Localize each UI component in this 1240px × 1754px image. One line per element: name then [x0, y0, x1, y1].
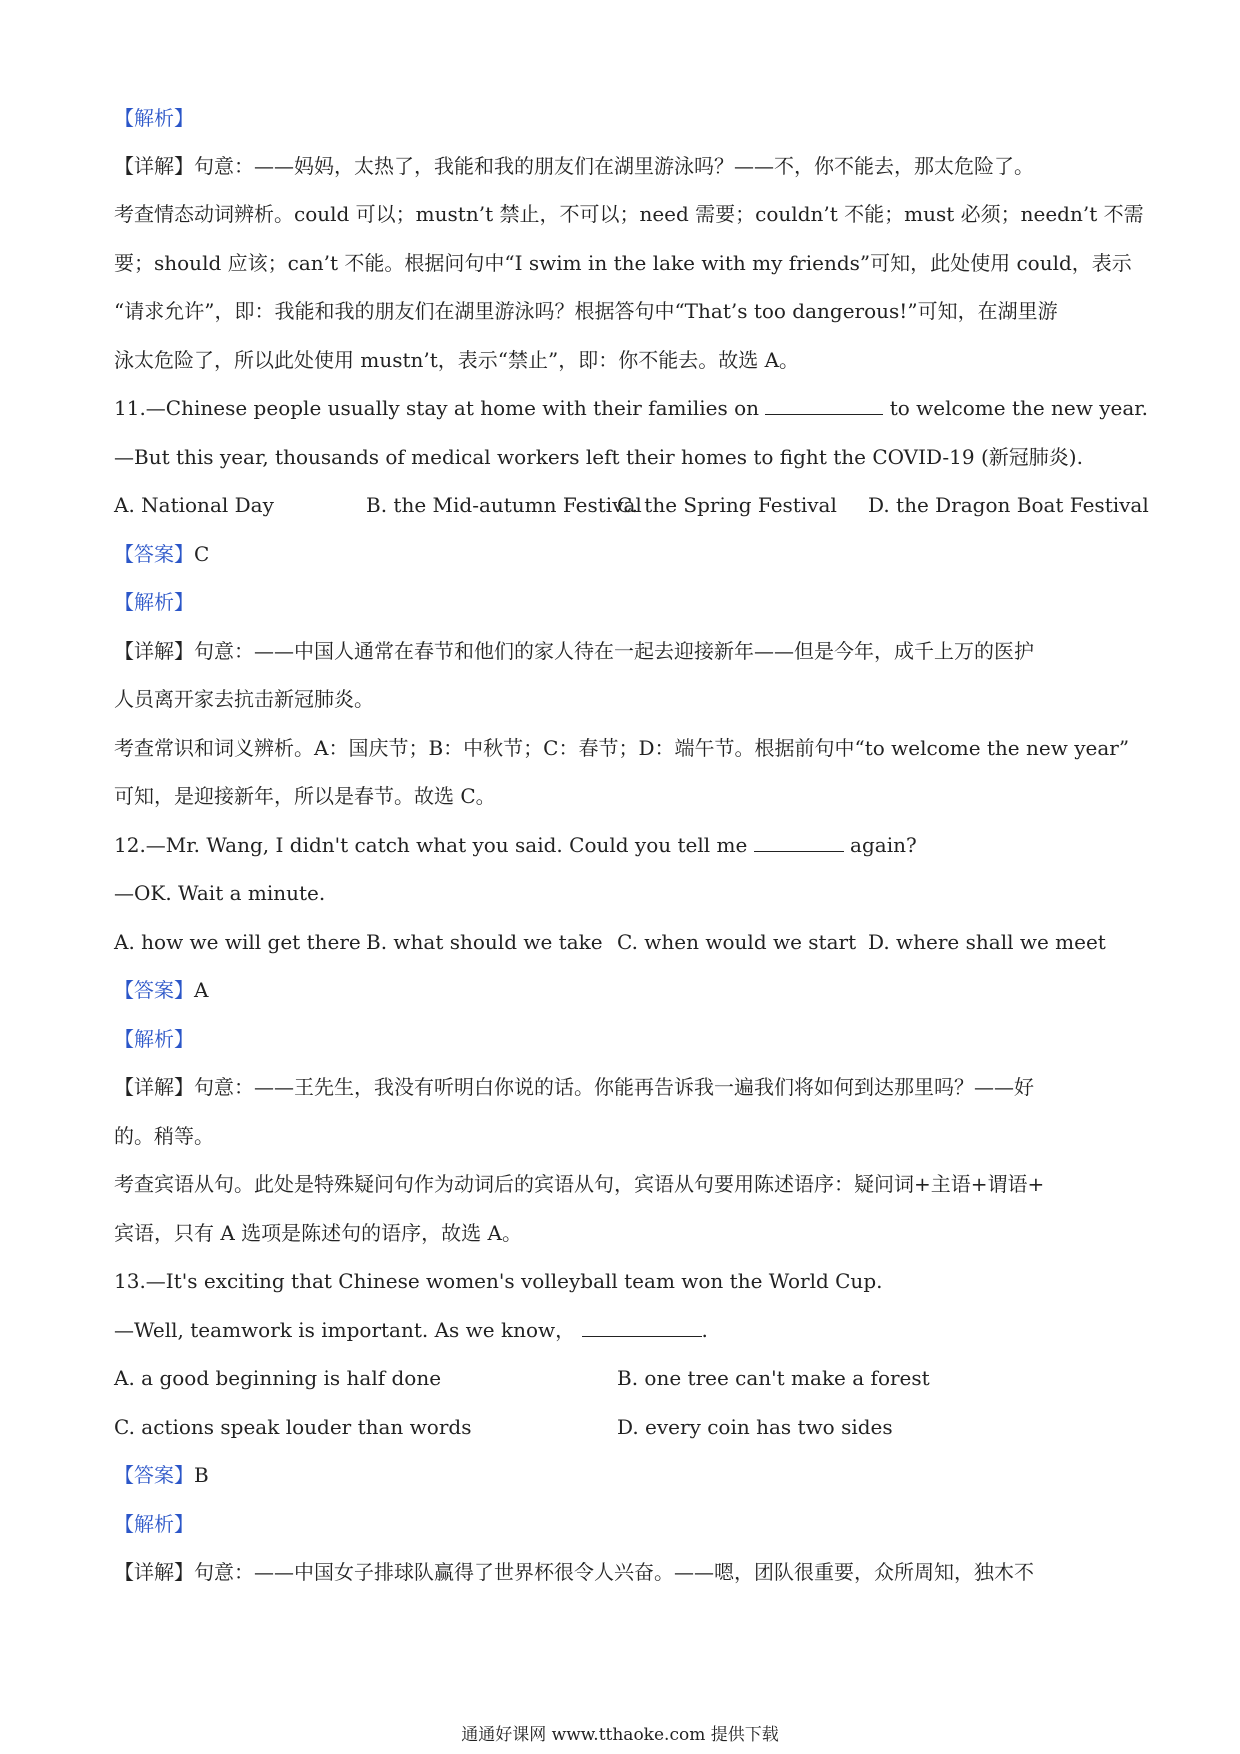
detail-text: 人员离开家去抗击新冠肺炎。: [114, 687, 374, 711]
option-d: D. where shall we meet: [868, 930, 1106, 954]
option-a: A. National Day: [114, 493, 274, 517]
detail-text: “请求允许”，即：我能和我的朋友们在湖里游泳吗？根据答句中“That’s too dangerous!”可知，在湖里游: [114, 299, 1058, 323]
answer-label: 【答案】: [114, 1463, 194, 1487]
option-d: D. the Dragon Boat Festival: [868, 493, 1149, 517]
answer-line: [114, 976, 1134, 1004]
answer-line: [114, 1461, 1134, 1489]
option-c: C. the Spring Festival: [617, 493, 837, 517]
detail-line: [114, 152, 1134, 180]
detail-line: [114, 1073, 1134, 1101]
answer-blank: [765, 396, 883, 415]
stem-text: .: [701, 1318, 708, 1342]
answer-label: 【答案】: [114, 542, 194, 566]
analysis-label: 【解析】: [114, 590, 194, 614]
analysis-heading: [114, 588, 1134, 616]
option-b: B. the Mid-autumn Festival: [366, 493, 642, 517]
analysis-label: 【解析】: [114, 1512, 194, 1536]
option-c: C. actions speak louder than words: [114, 1415, 472, 1439]
analysis-label: 【解析】: [114, 1027, 194, 1051]
detail-label: 【详解】: [114, 1560, 194, 1584]
stem-text: —Well, teamwork is important. As we know，: [114, 1318, 576, 1342]
detail-line: [114, 1558, 1134, 1586]
question-stem: [114, 1316, 1134, 1344]
question-stem: —OK. Wait a minute.: [114, 881, 326, 905]
option-a: A. a good beginning is half done: [114, 1366, 442, 1390]
analysis-label: 【解析】: [114, 106, 194, 130]
option-b: B. what should we take: [366, 930, 603, 954]
question-stem: —But this year, thousands of medical workers left their homes to fight the COVID-19 (新冠肺炎).: [114, 445, 1083, 469]
option-d: D. every coin has two sides: [617, 1415, 893, 1439]
answer-value: A: [194, 978, 209, 1002]
detail-text: 宾语，只有 A 选项是陈述句的语序，故选 A。: [114, 1221, 522, 1245]
option-a: A. how we will get there: [114, 930, 361, 954]
question-stem: [114, 394, 1149, 422]
detail-text: 的。稍等。: [114, 1124, 214, 1148]
detail-label: 【详解】: [114, 1075, 194, 1099]
question-stem: 13.—It's exciting that Chinese women's volleyball team won the World Cup.: [114, 1269, 883, 1293]
answer-line: [114, 540, 1134, 568]
stem-text: to welcome the new year.: [889, 396, 1149, 420]
detail-label: 【详解】: [114, 154, 194, 178]
option-c: C. when would we start: [617, 930, 857, 954]
question-stem: [114, 831, 1134, 859]
stem-text: again?: [850, 833, 917, 857]
answer-value: C: [194, 542, 210, 566]
detail-text: 句意：——中国女子排球队赢得了世界杯很令人兴奋。——嗯，团队很重要，众所周知，独木不: [194, 1560, 1034, 1584]
option-b: B. one tree can't make a forest: [617, 1366, 930, 1390]
detail-text: 考查情态动词辨析。could 可以；mustn’t 禁止，不可以；need 需要；couldn’t 不能；must 必须；needn’t 不需: [114, 202, 1144, 226]
detail-text: 句意：——妈妈，太热了，我能和我的朋友们在湖里游泳吗？——不，你不能去，那太危险了。: [194, 154, 1034, 178]
stem-text: 12.—Mr. Wang, I didn't catch what you said. Could you tell me: [114, 833, 748, 857]
detail-text: 句意：——王先生，我没有听明白你说的话。你能再告诉我一遍我们将如何到达那里吗？——好: [194, 1075, 1034, 1099]
answer-blank: [754, 833, 844, 852]
stem-text: 11.—Chinese people usually stay at home with their families on: [114, 396, 760, 420]
analysis-heading: [114, 1510, 1134, 1538]
answer-label: 【答案】: [114, 978, 194, 1002]
detail-label: 【详解】: [114, 639, 194, 663]
detail-text: 可知，是迎接新年，所以是春节。故选 C。: [114, 784, 496, 808]
detail-text: 泳太危险了，所以此处使用 mustn’t，表示“禁止”，即：你不能去。故选 A。: [114, 348, 800, 372]
detail-text: 句意：——中国人通常在春节和他们的家人待在一起去迎接新年——但是今年，成千上万的医护: [194, 639, 1034, 663]
answer-value: B: [194, 1463, 209, 1487]
detail-text: 考查宾语从句。此处是特殊疑问句作为动词后的宾语从句，宾语从句要用陈述语序：疑问词+主语+谓语+: [114, 1172, 1045, 1196]
analysis-heading: [114, 104, 1134, 132]
analysis-heading: [114, 1025, 1134, 1053]
detail-line: [114, 637, 1134, 665]
detail-text: 要；should 应该；can’t 不能。根据问句中“I swim in the lake with my friends”可知，此处使用 could，表示: [114, 251, 1132, 275]
page-footer: 通通好课网 www.tthaoke.com 提供下载: [461, 1725, 779, 1745]
detail-text: 考查常识和词义辨析。A：国庆节；B：中秋节；C：春节；D：端午节。根据前句中“to welcome the new year”: [114, 736, 1130, 760]
answer-blank: [582, 1318, 702, 1337]
